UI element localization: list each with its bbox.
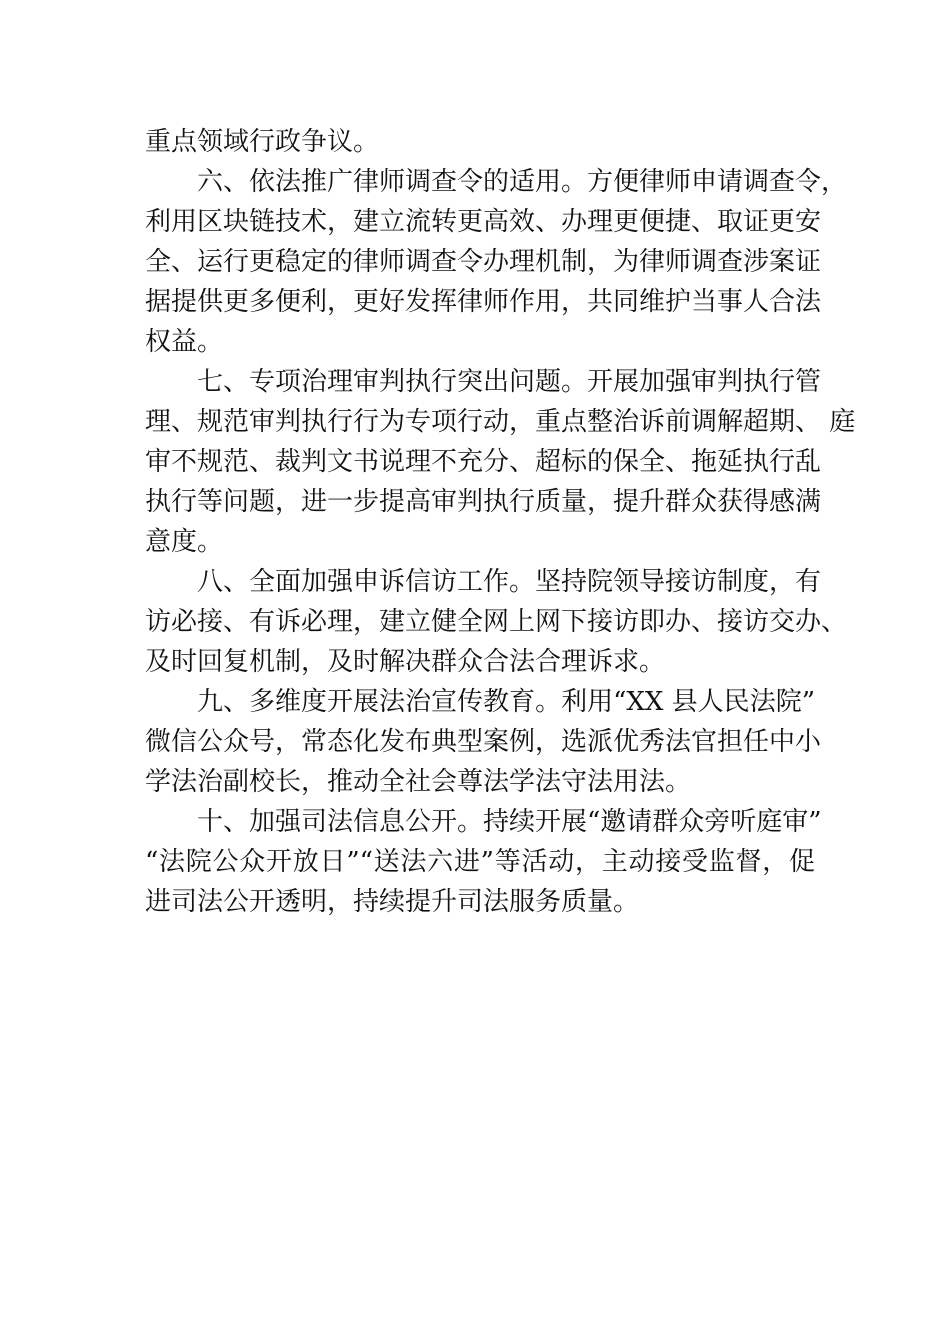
paragraph-line: 七、专项治理审判执行突出问题。开展加强审判执行管	[197, 367, 822, 397]
paragraph-line: 进司法公开透明，持续提升司法服务质量。	[145, 887, 640, 917]
paragraph-line: 审不规范、裁判文书说理不充分、超标的保全、拖延执行乱	[145, 447, 822, 477]
paragraph-line: 十、加强司法信息公开。持续开展“邀请群众旁听庭审”	[197, 807, 822, 837]
paragraph-line: 据提供更多便利，更好发挥律师作用，共同维护当事人合法	[145, 287, 822, 317]
paragraph-line: “法院公众开放日”“送法六进”等活动，主动接受监督，促	[145, 847, 815, 877]
paragraph-line: 意度。	[145, 527, 224, 557]
paragraph-line: 及时回复机制，及时解决群众合法合理诉求。	[145, 647, 666, 677]
paragraph-line: 权益。	[145, 327, 224, 357]
paragraph-line: 利用区块链技术，建立流转更高效、办理更便捷、取证更安	[145, 207, 822, 237]
paragraph-line: 全、运行更稳定的律师调查令办理机制，为律师调查涉案证	[145, 247, 822, 277]
paragraph-line: 六、依法推广律师调查令的适用。方便律师申请调查令，	[197, 167, 848, 197]
paragraph-line: 理、规范审判执行行为专项行动，重点整治诉前调解超期、 庭	[145, 407, 856, 437]
paragraph-line: 九、多维度开展法治宣传教育。利用“XX 县人民法院”	[197, 687, 815, 717]
paragraph-line: 八、全面加强申诉信访工作。坚持院领导接访制度，有	[197, 567, 822, 597]
paragraph-line: 重点领域行政争议。	[145, 127, 380, 157]
paragraph-line: 执行等问题，进一步提高审判执行质量，提升群众获得感满	[145, 487, 822, 517]
paragraph-line: 微信公众号，常态化发布典型案例，选派优秀法官担任中小	[145, 727, 822, 757]
paragraph-line: 学法治副校长，推动全社会尊法学法守法用法。	[145, 767, 692, 797]
paragraph-line: 访必接、有诉必理，建立健全网上网下接访即办、接访交办、	[145, 607, 848, 637]
